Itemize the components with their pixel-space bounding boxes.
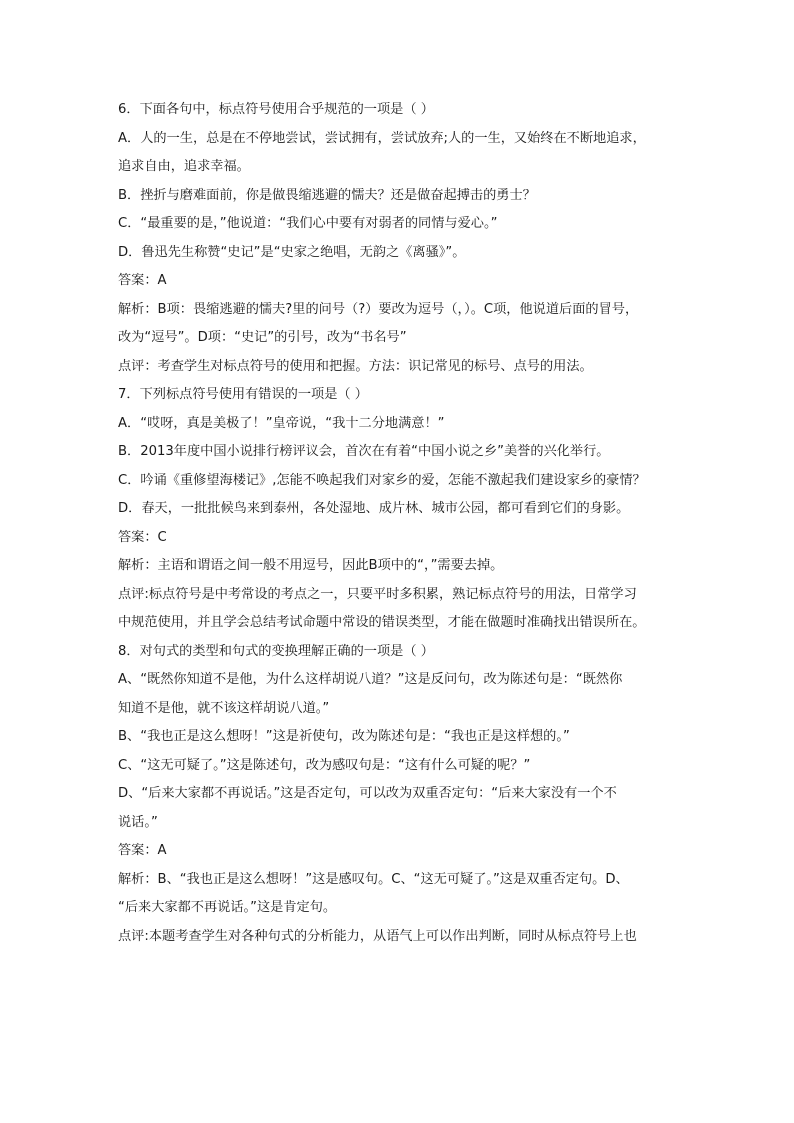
text-line: 答案：A bbox=[118, 843, 167, 858]
text-line: 中规范使用，并且学会总结考试命题中常设的错误类型，才能在做题时准确找出错误所在。 bbox=[118, 615, 646, 630]
text-line: A．“哎呀，真是美极了！”皇帝说，“我十二分地满意！” bbox=[118, 415, 445, 431]
text-line: 答案：C bbox=[118, 529, 167, 545]
text-line: B、“我也正是这么想呀！”这是祈使句，改为陈述句是：“我也正是这样想的。” bbox=[118, 729, 570, 744]
text-line: 7．下列标点符号使用有错误的一项是（ ） bbox=[118, 387, 368, 402]
text-line: 追求自由，追求幸福。 bbox=[118, 159, 250, 174]
text-line: 点评：考查学生对标点符号的使用和把握。方法：识记常见的标号、点号的用法。 bbox=[118, 358, 593, 374]
text-line: 解析：主语和谓语之间一般不用逗号，因此B项中的“，”需要去掉。 bbox=[118, 558, 504, 573]
text-line: D．春天，一批批候鸟来到泰州，各处湿地、成片林、城市公园，都可看到它们的身影。 bbox=[118, 501, 630, 516]
text-line: C．吟诵《重修望海楼记》,怎能不唤起我们对家乡的爱，怎能不激起我们建设家乡的豪情？ bbox=[118, 472, 646, 488]
text-line: C、“这无可疑了。”这是陈述句，改为感叹句是：“这有什么可疑的呢？” bbox=[118, 757, 531, 773]
text-line: D、“后来大家都不再说话。”这是否定句，可以改为双重否定句：“后来大家没有一个不 bbox=[118, 786, 617, 801]
text-line: C．“最重要的是，”他说道：“我们心中要有对弱者的同情与爱心。” bbox=[118, 216, 498, 231]
text-line: 解析：B项：畏缩逃避的懦夫?里的问号（?）要改为逗号（，）。C项，他说道后面的冒号， bbox=[118, 301, 639, 317]
text-line: 解析：B、“我也正是这么想呀！”这是感叹句。C、“这无可疑了。”这是双重否定句。D、 bbox=[118, 871, 629, 887]
text-line: 知道不是他，就不该这样胡说八道。” bbox=[118, 700, 330, 716]
text-line: 点评:标点符号是中考常设的考点之一，只要平时多积累，熟记标点符号的用法，日常学习 bbox=[118, 586, 637, 602]
text-line: D．鲁迅先生称赞“史记”是“史家之绝唱，无韵之《离骚》”。 bbox=[118, 244, 466, 260]
text-line: 点评:本题考查学生对各种句式的分析能力，从语气上可以作出判断，同时从标点符号上也 bbox=[118, 928, 637, 944]
document-body bbox=[118, 101, 678, 956]
text-line: 改为“逗号”。D项：“史记”的引号，改为“书名号” bbox=[118, 330, 407, 345]
text-line: 说话。” bbox=[118, 814, 158, 830]
text-line: “后来大家都不再说话。”这是肯定句。 bbox=[118, 900, 337, 915]
text-line: 答案：A bbox=[118, 273, 167, 288]
text-line: 8．对句式的类型和句式的变换理解正确的一项是（ ） bbox=[118, 643, 434, 659]
text-line: 6．下面各句中，标点符号使用合乎规范的一项是（ ） bbox=[118, 102, 434, 117]
text-line: B．挫折与磨难面前，你是做畏缩逃避的懦夫？还是做奋起搏击的勇士？ bbox=[118, 187, 536, 203]
text-line: A．人的一生，总是在不停地尝试，尝试拥有，尝试放弃;人的一生，又始终在不断地追求， bbox=[118, 130, 646, 146]
text-line: A、“既然你知道不是他，为什么这样胡说八道？”这是反问句，改为陈述句是：“既然你 bbox=[118, 672, 623, 687]
text-line: B．2013年度中国小说排行榜评议会，首次在有着“中国小说之乡”美誉的兴化举行。 bbox=[118, 444, 610, 459]
